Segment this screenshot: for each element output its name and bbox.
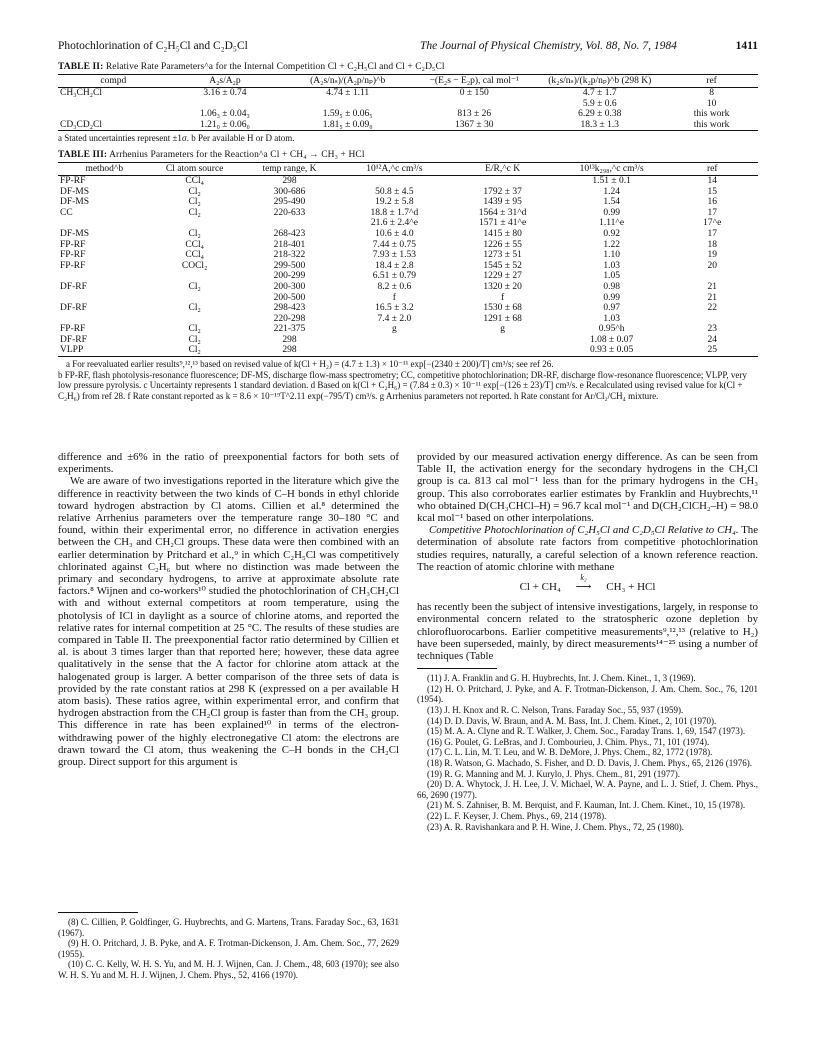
table3-cell: 17^e <box>703 218 722 229</box>
reference-item: (19) R. G. Manning and M. J. Kurylo, J. Phys. Chem., 81, 291 (1977). <box>427 768 680 779</box>
table3-cell: Cl₂ <box>188 334 201 345</box>
table2-cell: 6.29 ± 0.38 <box>578 109 622 120</box>
table3-cell: 299-500 <box>273 260 306 271</box>
running-title: Photochlorination of C₂H₅Cl and C₂D₅Cl <box>58 40 248 52</box>
table3-cell: 0.97 <box>603 303 620 314</box>
table3-row <box>58 261 758 272</box>
table3-cell: 1291 ± 68 <box>483 313 522 324</box>
table3-cell: CCl₄ <box>185 239 204 250</box>
table3-cell: 218-322 <box>273 250 306 261</box>
table3-cell: f <box>501 292 505 303</box>
arrow-icon: ⟶ <box>575 581 592 594</box>
table3-cell: 10.6 ± 4.0 <box>375 228 414 239</box>
reference-item: (12) H. O. Pritchard, J. Pyke, and A. F. Trotman-Dickenson, J. Am. Chem. Soc., 76, 1201 (1954). <box>417 683 758 705</box>
table3-cell: 1415 ± 80 <box>483 228 522 239</box>
table3-cell: 8.2 ± 0.6 <box>377 281 412 292</box>
table3-caption <box>58 150 758 160</box>
table2-cell <box>169 99 282 110</box>
table3-cell: DF-RF <box>60 303 87 314</box>
table2-cell <box>58 109 169 120</box>
table2-cell: this work <box>693 109 730 120</box>
table3-cell: g <box>392 324 397 335</box>
reference-item: (11) J. A. Franklin and G. H. Huybrechts, Int. J. Chem. Kinet., 1, 3 (1969). <box>427 673 696 684</box>
table3-cell: 1530 ± 68 <box>483 303 522 314</box>
table3-cell: 1.08 ± 0.07 <box>590 334 634 345</box>
table3-cell: Cl₂ <box>188 186 201 197</box>
table3-cell <box>151 271 239 282</box>
table3-cell: 50.8 ± 4.5 <box>375 186 414 197</box>
table3-cell: 1.05 <box>603 271 620 282</box>
table2-caption <box>58 62 758 72</box>
table3-cell: 1571 ± 41^e <box>479 218 527 229</box>
table3-cell: 1792 ± 37 <box>483 186 522 197</box>
table3-header: 10¹³k₂₉₈,^c cm³/s <box>579 163 644 174</box>
table3-cell: 20 <box>707 260 718 271</box>
reference-item: (10) C. C. Kelly, W. H. S. Yu, and M. H. J. Wijnen, Can. J. Chem., 48, 603 (1970); see also W. H. S. Yu and M. H. J. Wijnen, J. Chem. Phys., 52, 4166 (1970). <box>58 959 399 980</box>
table2-cell: 4.74 ± 1.11 <box>326 88 370 98</box>
table2-cell <box>281 99 414 110</box>
table3-cell: 25 <box>707 345 718 356</box>
table3-cell: 1439 ± 95 <box>483 197 522 208</box>
table3-cell: 220-298 <box>273 313 306 324</box>
rate-constant-label: k₂ <box>580 573 587 583</box>
table3-cell: 1.10 <box>603 250 620 261</box>
table3-cell <box>449 335 557 346</box>
table3-cell: 16 <box>707 197 718 208</box>
table2-row <box>58 99 758 110</box>
table3-cell <box>340 335 448 346</box>
table3-cell: 218-401 <box>273 239 306 250</box>
table3-cell: 7.4 ± 2.0 <box>377 313 412 324</box>
table3-cell: FP-RF <box>60 175 86 186</box>
table3-cell <box>151 218 239 229</box>
table3-cell: 18.4 ± 2.8 <box>375 260 414 271</box>
table3-cell: 268-423 <box>273 228 306 239</box>
table2-cell: CH₃CH₂Cl <box>60 88 102 98</box>
table2-cell <box>414 99 534 110</box>
table3-cell <box>151 314 239 325</box>
table2-header: (k₂s/nₛ)/(k₂p/nₚ)^b (298 K) <box>548 76 652 86</box>
table3-cell: 295-490 <box>273 197 306 208</box>
table3-cell: FP-RF <box>60 239 86 250</box>
table3-cell <box>239 218 341 229</box>
journal-citation: The Journal of Physical Chemistry, Vol. 88, No. 7, 1984 <box>420 40 677 52</box>
reference-item: (16) G. Poulet, G. LeBras, and J. Combourieu, J. Chim. Phys., 71, 101 (1974). <box>427 736 710 747</box>
table3-row <box>58 335 758 346</box>
journal-page <box>58 40 758 980</box>
reference-item: (9) H. O. Pritchard, J. B. Pyke, and A. F. Trotman-Dickenson, J. Am. Chem. Soc., 77, 2629 (1955). <box>58 938 399 959</box>
table3-caption-text: Arrhenius Parameters for the Reaction^a Cl + CH₄ → CH₃ + HCl <box>109 149 365 160</box>
table2-header: compd <box>100 76 127 86</box>
reference-item: (23) A. R. Ravishankara and P. H. Wine, J. Chem. Phys., 72, 25 (1980). <box>427 821 684 832</box>
table3-row <box>58 208 758 219</box>
table2-header-row <box>58 75 758 88</box>
table3-cell <box>340 175 448 186</box>
table3-cell: 15 <box>707 186 718 197</box>
table3-cell: 0.93 ± 0.05 <box>590 345 634 356</box>
table3-cell: 298 <box>282 345 297 356</box>
references-right <box>417 668 758 832</box>
table2-header: (A₂s/nₛ)/(A₂p/nₚ)^b <box>310 76 386 86</box>
table3-cell: Cl₂ <box>188 197 201 208</box>
reference-item: (13) J. H. Knox and R. C. Nelson, Trans. Faraday Soc., 55, 937 (1959). <box>427 705 684 716</box>
reference-item: (8) C. Cillien, P. Goldfinger, G. Huybrechts, and G. Martens, Trans. Faraday Soc., 63, 1631 (1967). <box>58 917 399 938</box>
table3-cell: 200-500 <box>273 292 306 303</box>
table3-cell: DF-MS <box>60 228 90 239</box>
table3-cell: CCl₄ <box>185 175 204 186</box>
table2-cell: 813 ± 26 <box>457 109 492 120</box>
table3-header: method^b <box>85 163 124 174</box>
reaction-equation <box>417 573 758 594</box>
body-paragraph <box>417 524 758 573</box>
table3-row <box>58 303 758 314</box>
table3-cell: Cl₂ <box>188 228 201 239</box>
table3-cell: Cl₂ <box>188 281 201 292</box>
body-paragraph: provided by our measured activation energy difference. As can be seen from Table II, the activation energy for the secondary hydrogens in the CH₂Cl group is ca. 813 cal mol⁻¹ less than for the primary hydrogens in the CH₃ group. This also corroborates earlier estimates by Franklin and Huybrechts,¹¹ who obtained D(CH₃CHCl–H) = 96.7 kcal mol⁻¹ and D(CH₂ClCH₂–H) = 98.0 kcal mol⁻¹ based on other interpolations. <box>417 451 758 525</box>
table3-cell: f <box>392 292 396 303</box>
table2-cell: 4.7 ± 1.7 <box>582 88 617 98</box>
table3-cell: 17 <box>707 207 718 218</box>
table3-cell: DF-RF <box>60 281 87 292</box>
table3-cell: 19 <box>707 250 718 261</box>
table3-row <box>58 314 758 325</box>
table2-cell: this work <box>693 119 730 130</box>
table2-cell: 0 ± 150 <box>459 88 489 98</box>
table2-row <box>58 109 758 120</box>
table3-cell: 1.24 <box>603 186 620 197</box>
table3-cell: 1.11^e <box>599 218 625 229</box>
table2-row <box>58 120 758 131</box>
table3-cell: VLPP <box>60 345 84 356</box>
page-number: 1411 <box>735 40 758 52</box>
table3-cell: Cl₂ <box>188 324 201 335</box>
table3-cell: 14 <box>707 175 718 186</box>
table3-cell: DF-RF <box>60 334 87 345</box>
right-column <box>417 451 758 832</box>
table3-cell: 298 <box>282 175 297 186</box>
reference-item: (21) M. S. Zahniser, B. M. Berquist, and F. Kauman, Int. J. Chem. Kinet., 10, 15 (1978). <box>427 800 746 811</box>
table3-row <box>58 187 758 198</box>
table2-caption-text: Relative Rate Parameters^a for the Internal Competition Cl + C₂H₅Cl and Cl + C₂D₅Cl <box>105 62 445 72</box>
table3-cell: 0.99 <box>603 292 620 303</box>
table3-footnote: a For reevaluated earlier results⁹,¹²,¹³ based on revised value of k(Cl + H₂) = (4.7 ± 1.3) × 10⁻¹¹ exp[−(2340 ± 200)/T] cm³/s; see ref 26. <box>66 359 554 370</box>
table3-cell <box>151 293 239 304</box>
table3-cell: 300-686 <box>273 186 306 197</box>
table3-cell: FP-RF <box>60 250 86 261</box>
table3-cell <box>58 314 151 325</box>
table2-cell: 8 <box>709 88 714 98</box>
table3-cell: 0.92 <box>603 228 620 239</box>
reference-item: (22) L. F. Keyser, J. Chem. Phys., 69, 214 (1978). <box>427 810 607 821</box>
table3-row <box>58 271 758 282</box>
table2-header: A₂s/A₂p <box>209 76 241 86</box>
table2 <box>58 74 758 131</box>
table3-cell: 1.22 <box>603 239 620 250</box>
reaction-arrow <box>564 573 604 594</box>
table3-row <box>58 324 758 335</box>
reference-item: (20) D. A. Whytock, J. H. Lee, J. V. Michael, W. A. Payne, and L. J. Stief, J. Chem. Phys., 66, 2690 (1977). <box>417 779 758 800</box>
table3-cell: Cl₂ <box>188 345 201 356</box>
table3-cell: 21 <box>707 292 718 303</box>
body-paragraph: difference and ±6% in the ratio of preexponential factors for both sets of experiments. <box>58 451 399 476</box>
table3-cell: 1320 ± 20 <box>483 281 522 292</box>
table3-row <box>58 250 758 261</box>
table3-cell: 23 <box>707 324 718 335</box>
table3-cell: 298 <box>282 334 297 345</box>
table3-cell: 6.51 ± 0.79 <box>372 271 416 282</box>
table3-cell: 17 <box>707 228 718 239</box>
table2-row <box>58 88 758 99</box>
table3-row <box>58 218 758 229</box>
table3-cell <box>58 293 151 304</box>
table3-row <box>58 175 758 186</box>
body-paragraph: has recently been the subject of intensive investigations, largely, in response to environmental concern related to the stratospheric ozone depletion by chlorofluorocarbons. Earlier competitive measurements⁹,¹²,¹³ (relative to H₂) have been superseded, mainly, by direct measurements¹⁴⁻²⁵ using a number of techniques (Table <box>417 601 758 663</box>
table2-label: TABLE II: <box>58 62 104 72</box>
table3-header: Cl atom source <box>165 163 224 174</box>
table3-row <box>58 229 758 240</box>
table3-cell: FP-RF <box>60 260 86 271</box>
table3-cell: 21 <box>707 281 718 292</box>
reference-item: (18) R. Watson, G. Machado, S. Fisher, and D. D. Davis, J. Chem. Phys., 65, 2126 (1976). <box>427 758 752 768</box>
table3-cell: 1.03 <box>603 313 620 324</box>
table3-cell: g <box>500 324 505 335</box>
table3-cell: 220-633 <box>273 207 306 218</box>
body-text: The determination of absolute rate factors from competitive photochlorination studies requires, naturally, a careful selection of a known reference reaction. The reaction of atomic chlorine with methane <box>417 524 758 573</box>
body-paragraph: We are aware of two investigations reported in the literature which give the difference in reactivity between the two kinds of C–H bonds in ethyl chloride toward hydrogen abstraction by Cl atoms. Cillien et al.⁸ determined the relative Arrhenius parameters over the temperature range 30–180 °C and found, within their experimental error, no difference in activation energies between the CH₃ and CH₂Cl groups. These data were then combined with an earlier determination by Pritchard et al.,⁹ in which C₂H₅Cl was competitively chlorinated against C₂H₆ but where no distinction was made between the primary and secondary hydrogens, to arrive at approximate absolute rate factors.⁸ Wijnen and co-workers¹⁰ studied the photochlorination of CH₃CH₂Cl with and without external competitors at room temperature, using the photolysis of ICl in daylight as a source of chlorine atoms, and reported the relative rates for internal competition at 25 °C. The results of these studies are compared in Table II. The preexponential factor ratio determined by Cillien et al. is about 3 times larger than that reported here; however, these data agree qualitatively in the sense that the A factor for chlorine atom attack at the halogenated group is larger. A better comparison of the three sets of data is provided by the rate constant ratios at 298 K (expressed on a per available H atom basis). These ratios agree, within experimental error, and confirm that hydrogen abstraction from the CH₂Cl group is faster than from the CH₃ group. This difference in rate has been explained¹⁰ in terms of the electron-withdrawing power of the highly electronegative Cl atom: the electrons are drawn toward the Cl atom, thus weakening the C–H bonds in the CH₂Cl group. Direct support for this argument is <box>58 475 399 769</box>
reference-item: (17) C. L. Lin, M. T. Leu, and W. B. DeMore, J. Phys. Chem., 82, 1772 (1978). <box>427 747 713 758</box>
table2-cell: CD₃CD₂Cl <box>60 119 102 130</box>
table3-cell: 1.51 ± 0.1 <box>592 175 631 186</box>
table3-row <box>58 293 758 304</box>
table3-cell: DF-MS <box>60 197 90 208</box>
table3-cell: 16.5 ± 3.2 <box>375 303 414 314</box>
table3-cell: Cl₂ <box>188 207 201 218</box>
table3-cell <box>449 175 557 186</box>
table3-cell: CC <box>60 207 73 218</box>
table3-cell <box>58 271 151 282</box>
table2-header: ref <box>706 76 717 86</box>
table3-cell: 1545 ± 52 <box>483 260 522 271</box>
table3-cell: 1564 ± 31^d <box>478 207 527 218</box>
table3-cell: CCl₄ <box>185 250 204 261</box>
table3-header: E/R,^c K <box>485 163 521 174</box>
table3-cell: 221-375 <box>273 324 306 335</box>
table3-cell: 0.95^h <box>598 324 625 335</box>
table2-cell: 1.06₃ ± 0.04₃ <box>200 109 250 120</box>
reference-item: (14) D. D. Davis, W. Braun, and A. M. Bass, Int. J. Chem. Kinet., 2, 101 (1970). <box>427 715 717 726</box>
running-header <box>58 40 758 58</box>
table3-cell: 200-299 <box>273 271 306 282</box>
table3-cell: FP-RF <box>60 324 86 335</box>
table3-cell <box>340 345 448 356</box>
table3-cell: 1229 ± 27 <box>483 271 522 282</box>
equation-products: CH₃ + HCl <box>606 581 656 594</box>
table3-cell: 7.44 ± 0.75 <box>372 239 416 250</box>
table3-cell: 18 <box>707 239 718 250</box>
table3-cell: DF-MS <box>60 186 90 197</box>
table2-cell <box>58 99 169 110</box>
table3-cell: 1.54 <box>603 197 620 208</box>
table3-cell: 1273 ± 51 <box>483 250 522 261</box>
table3-cell <box>667 271 758 282</box>
table3 <box>58 162 758 357</box>
table3-cell: 0.98 <box>603 281 620 292</box>
table2-header: −(E₂s − E₂p), cal mol⁻¹ <box>429 76 519 86</box>
table3-footnotes <box>58 359 758 401</box>
table3-cell: 19.2 ± 5.8 <box>375 197 414 208</box>
table3-cell <box>449 345 557 356</box>
table3-row <box>58 197 758 208</box>
table3-cell <box>58 218 151 229</box>
table3-row <box>58 282 758 293</box>
equation-reactants: Cl + CH₄ <box>519 581 561 594</box>
table3-cell: 1.03 <box>603 260 620 271</box>
table3-cell: 200-300 <box>273 281 306 292</box>
table3-header: 10¹²A,^c cm³/s <box>366 163 423 174</box>
table2-cell: 3.16 ± 0.74 <box>203 88 247 98</box>
table3-body <box>58 175 758 356</box>
left-column <box>58 451 399 980</box>
table3-header: ref <box>707 163 718 174</box>
table2-cell: 1.21₀ ± 0.06₀ <box>200 119 250 130</box>
table3-row <box>58 345 758 356</box>
table3-cell: 22 <box>707 303 718 314</box>
reference-item: (15) M. A. A. Clyne and R. T. Walker, J. Chem. Soc., Faraday Trans. 1, 69, 1547 (1973). <box>427 726 746 737</box>
table2-cell: 5.9 ± 0.6 <box>582 98 617 109</box>
table2-cell: 10 <box>706 98 717 109</box>
table3-cell: COCl₂ <box>181 260 208 271</box>
table2-cell: 18.3 ± 1.3 <box>580 119 619 130</box>
table3-header: temp range, K <box>262 163 317 174</box>
table3-cell: Cl₂ <box>188 303 201 314</box>
references-left <box>58 906 399 981</box>
footnote-rule <box>417 668 497 669</box>
table3-footnote: b FP-RF, flash photolysis-resonance fluorescence; DF-MS, discharge flow-mass spectrometry; CC, competitive photochlorination; DR-RF, discharge flow-resonance fluorescence; VLPP, very low pressure pyrolysis. c Uncertainty represents 1 standard deviation. d Based on k(Cl + C₂H₆) = (7.84 ± 0.3) × 10⁻¹¹ exp[−(126 ± 23)/T] cm³/s. e Recalculated using revised value for k(Cl + C₂H₆) from ref 28. f Rate constant reported as k = 8.6 × 10⁻¹⁹T^2.11 exp(−795/T) cm³/s. g Arrhenius parameters not reported. h Rate constant for Ar/Cl₂/CH₄ mixture. <box>58 369 747 401</box>
table3-cell: 24 <box>707 334 718 345</box>
table2-footnote: a Stated uncertainties represent ±1σ. b Per available H or D atom. <box>58 133 295 144</box>
table2-body <box>58 88 758 131</box>
section-subhead: Competitive Photochlorination of C₂H₅Cl and C₂D₅Cl Relative to CH₄. <box>429 524 739 537</box>
table3-cell: 18.8 ± 1.7^d <box>370 207 419 218</box>
table2-cell: 1.59₅ ± 0.06₅ <box>322 109 373 120</box>
table3-row <box>58 240 758 251</box>
table3-cell: 298-423 <box>273 303 306 314</box>
table3-cell: 7.93 ± 1.53 <box>372 250 416 261</box>
table3-cell <box>667 314 758 325</box>
table3-header-row <box>58 162 758 175</box>
table2-cell: 1367 ± 30 <box>455 119 494 130</box>
table3-cell: 0.99 <box>603 207 620 218</box>
table3-label: TABLE III: <box>58 149 108 160</box>
footnote-rule <box>58 912 138 913</box>
table2-cell: 1.81₅ ± 0.09₀ <box>322 119 373 130</box>
reference-list <box>417 673 758 832</box>
table3-cell: 1226 ± 55 <box>483 239 522 250</box>
table3-cell: 21.6 ± 2.4^e <box>370 218 418 229</box>
